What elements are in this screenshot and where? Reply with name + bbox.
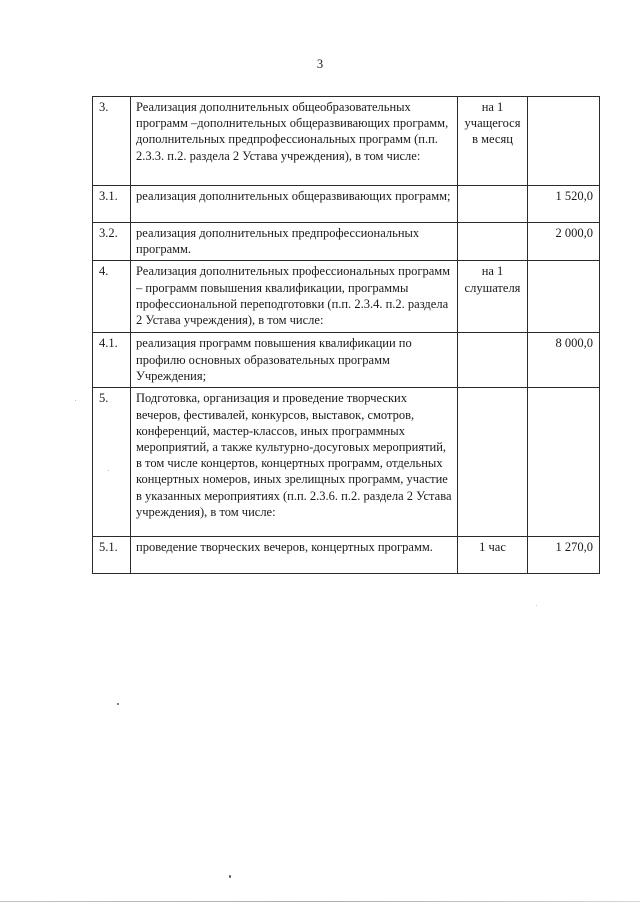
price-table-wrapper [92, 96, 599, 574]
row-number: 5.1. [93, 537, 131, 574]
row-unit [458, 388, 528, 537]
scan-speck [536, 605, 537, 606]
row-number: 3. [93, 97, 131, 186]
row-unit [458, 223, 528, 261]
row-price [528, 97, 600, 186]
table-row [93, 537, 600, 574]
table-row [93, 97, 600, 186]
scan-speck [117, 703, 119, 705]
row-description: реализация программ повышения квалификации по профилю основных образовательных программ Учреждения; [131, 333, 458, 388]
page-number: 3 [316, 57, 324, 71]
row-description: реализация дополнительных общеразвивающих программ; [131, 186, 458, 223]
row-unit: 1 час [458, 537, 528, 574]
price-table [92, 96, 600, 574]
row-unit [458, 186, 528, 223]
row-price: 2 000,0 [528, 223, 600, 261]
scan-speck [108, 470, 109, 471]
row-number: 3.2. [93, 223, 131, 261]
row-unit: на 1 учащегося в месяц [458, 97, 528, 186]
table-row [93, 261, 600, 333]
row-number: 5. [93, 388, 131, 537]
row-unit: на 1 слушателя [458, 261, 528, 333]
row-price: 1 520,0 [528, 186, 600, 223]
row-description: реализация дополнительных предпрофессиональных программ. [131, 223, 458, 261]
row-price [528, 261, 600, 333]
scan-speck [75, 400, 76, 401]
row-number: 4.1. [93, 333, 131, 388]
row-description: Реализация дополнительных общеобразовательных программ –дополнительных общеразвивающих программ, дополнительных предпрофессиональных программ (п.п. 2.3.3. п.2. раздела 2 Устава учреждения), в том числе: [131, 97, 458, 186]
row-price: 1 270,0 [528, 537, 600, 574]
row-price [528, 388, 600, 537]
table-row [93, 388, 600, 537]
row-description: Подготовка, организация и проведение творческих вечеров, фестивалей, конкурсов, выставок, смотров, конференций, мастер-классов, иных программных мероприятий, а также культурно-досуговых мероприятий, в том числе концертов, концертных программ, отдельных концертных номеров, иных зрелищных программ, участие в указанных мероприятиях (п.п. 2.3.6. п.2. раздела 2 Устава учреждения), в том числе: [131, 388, 458, 537]
row-description: проведение творческих вечеров, концертных программ. [131, 537, 458, 574]
table-row [93, 186, 600, 223]
scan-edge-line [0, 901, 640, 902]
scan-speck [229, 875, 231, 878]
row-description: Реализация дополнительных профессиональных программ – программ повышения квалификации, программы профессиональной переподготовки (п.п. 2.3.4. п.2. раздела 2 Устава учреждения), в том числе: [131, 261, 458, 333]
table-row [93, 223, 600, 261]
row-number: 3.1. [93, 186, 131, 223]
row-number: 4. [93, 261, 131, 333]
table-row [93, 333, 600, 388]
row-price: 8 000,0 [528, 333, 600, 388]
row-unit [458, 333, 528, 388]
